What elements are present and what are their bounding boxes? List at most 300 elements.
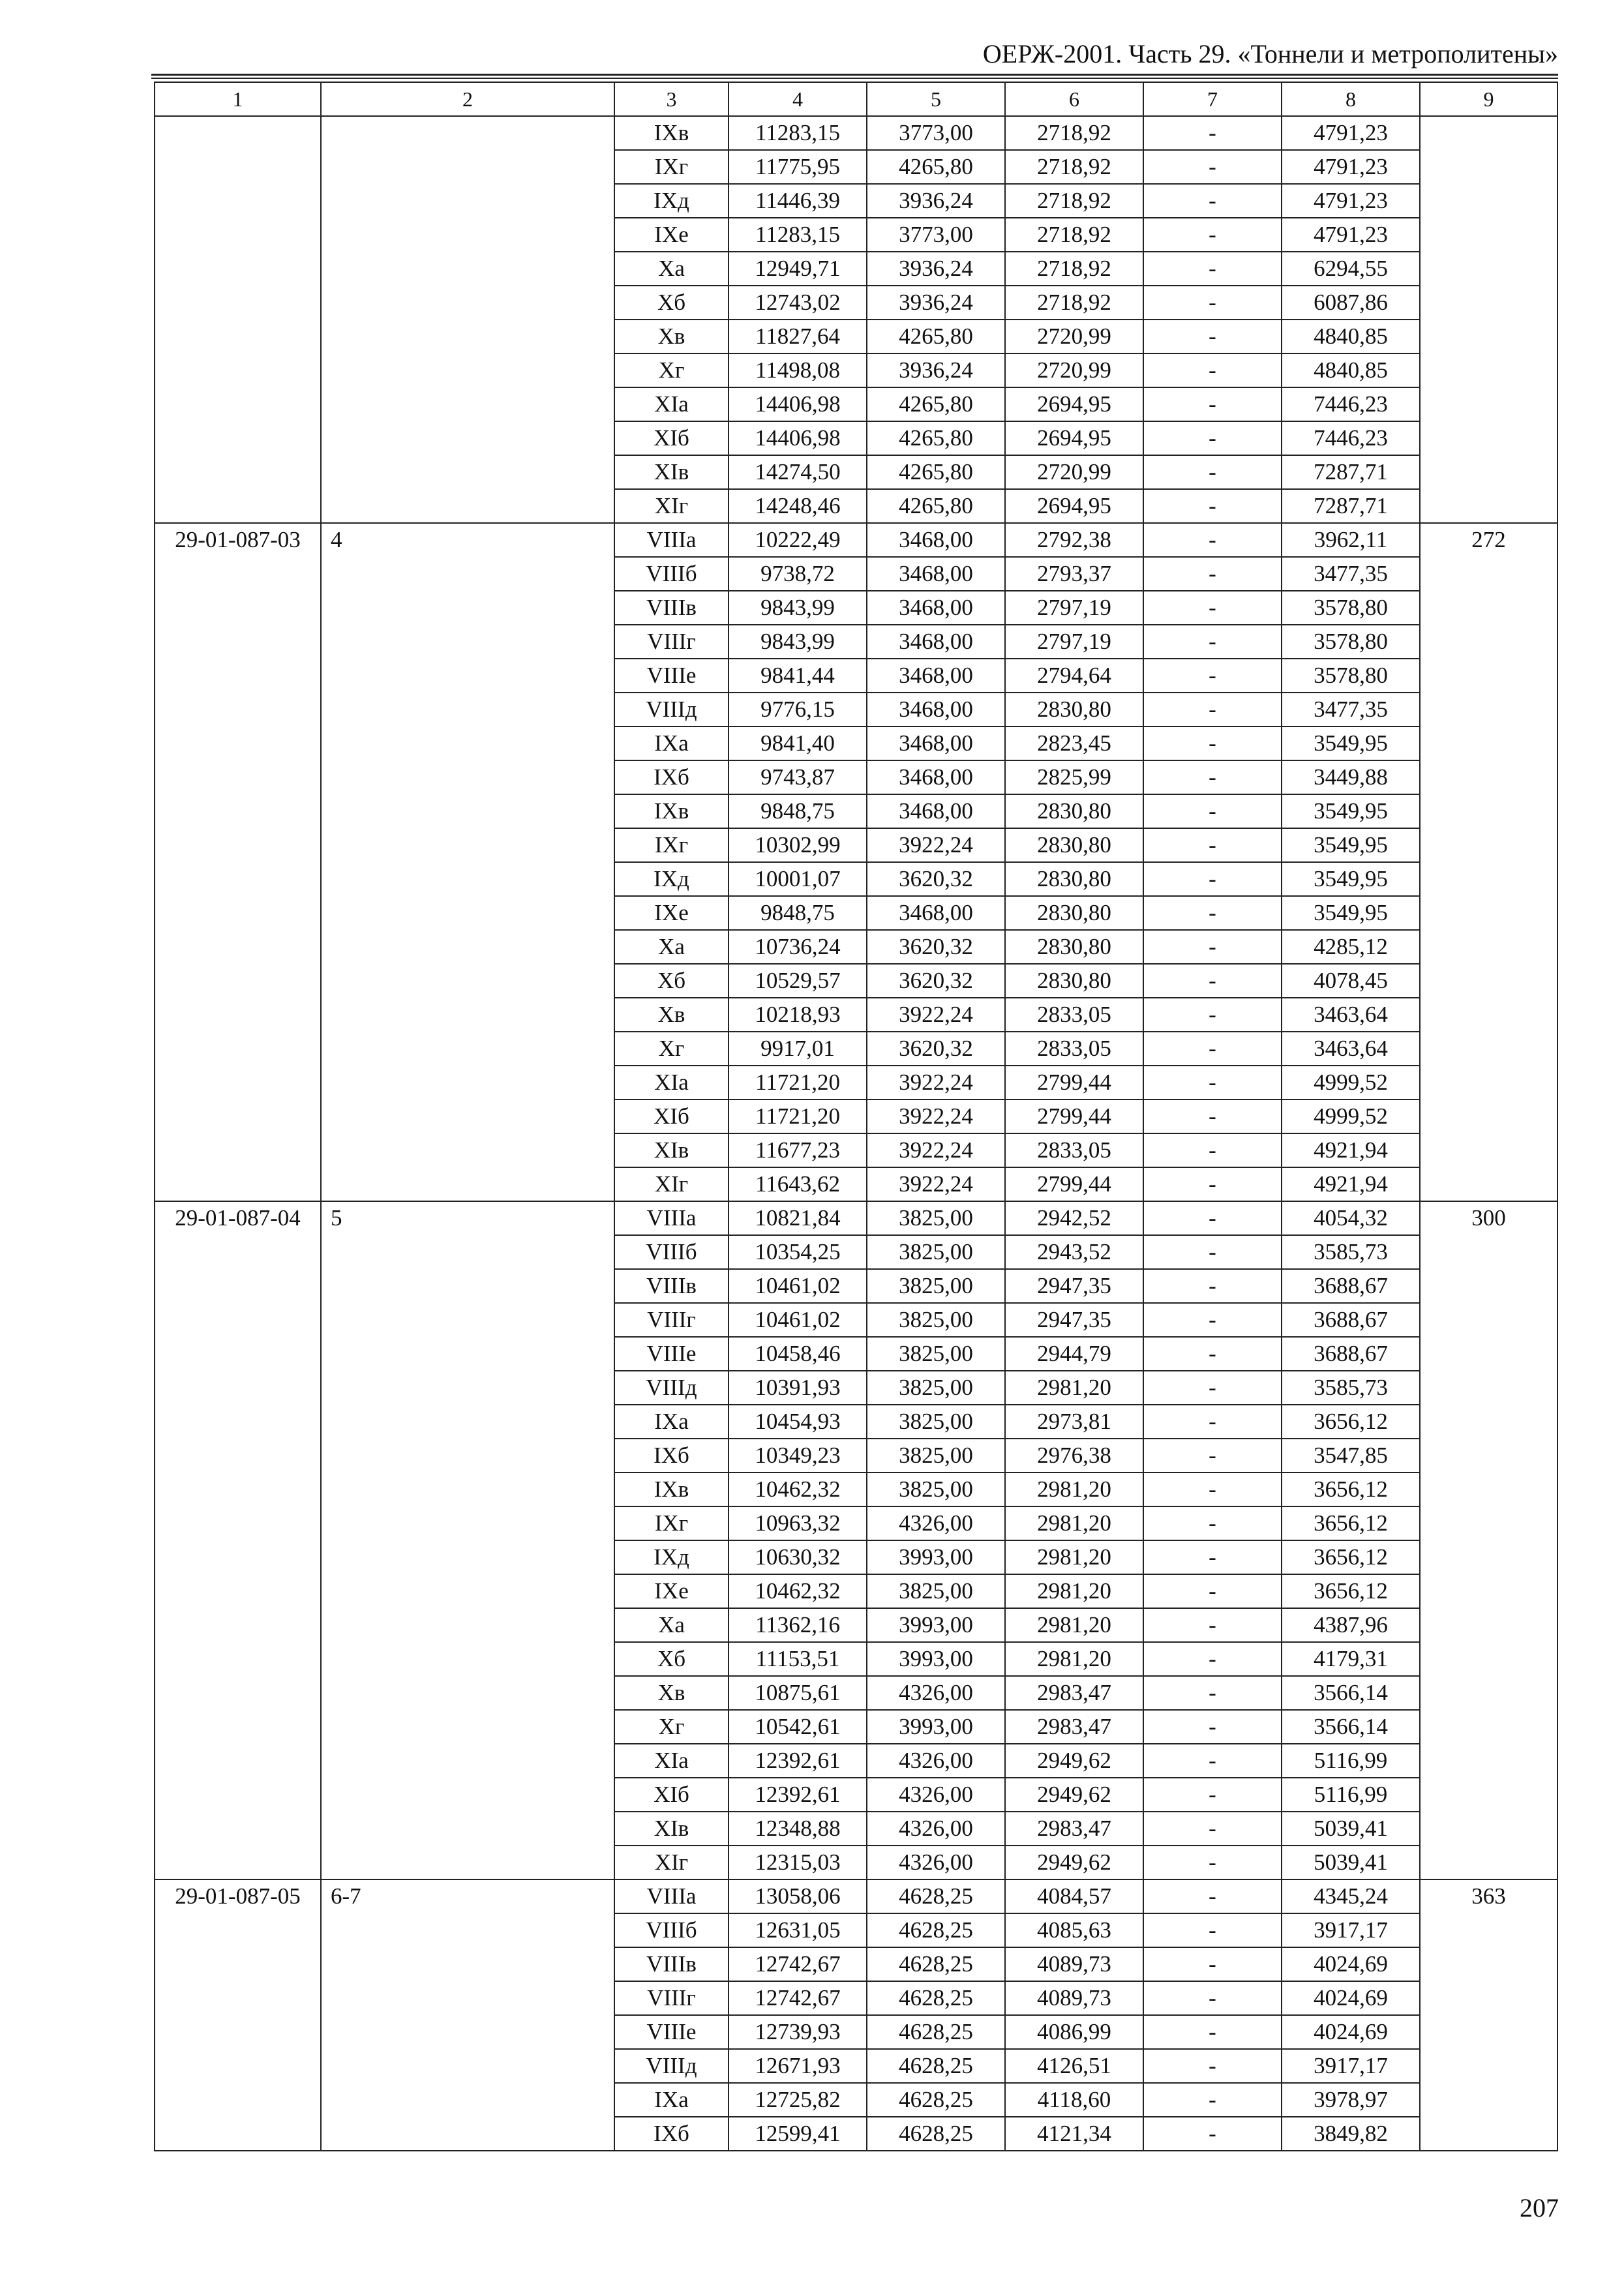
wages-cell: 3936,24 — [867, 252, 1005, 286]
wages-cell: 3936,24 — [867, 286, 1005, 320]
group-cell: Xб — [614, 1642, 729, 1676]
materials-cell: 3578,80 — [1282, 591, 1420, 625]
total-cost-cell: 12742,67 — [729, 1947, 867, 1981]
machines-cell: 2720,99 — [1005, 320, 1143, 353]
wages-cell: 3993,00 — [867, 1642, 1005, 1676]
machines-cell: 4089,73 — [1005, 1981, 1143, 2015]
materials-cell: 4999,52 — [1282, 1066, 1420, 1100]
drivers-wages-cell: - — [1143, 1574, 1282, 1608]
wages-cell: 3825,00 — [867, 1337, 1005, 1371]
drivers-wages-cell: - — [1143, 387, 1282, 421]
category-cell: 5 — [321, 1201, 614, 1879]
wages-cell: 4628,25 — [867, 1981, 1005, 2015]
drivers-wages-cell: - — [1143, 1846, 1282, 1879]
drivers-wages-cell: - — [1143, 1608, 1282, 1642]
total-cost-cell: 9917,01 — [729, 1032, 867, 1066]
total-cost-cell: 13058,06 — [729, 1879, 867, 1913]
group-cell: IXе — [614, 1574, 729, 1608]
group-cell: XIа — [614, 1744, 729, 1778]
materials-cell: 3962,11 — [1282, 523, 1420, 557]
drivers-wages-cell: - — [1143, 1303, 1282, 1337]
column-number: 6 — [1005, 82, 1143, 116]
total-cost-cell: 10821,84 — [729, 1201, 867, 1235]
machines-cell: 2799,44 — [1005, 1100, 1143, 1133]
group-cell: IXе — [614, 896, 729, 930]
materials-cell: 3547,85 — [1282, 1439, 1420, 1473]
total-cost-cell: 14406,98 — [729, 387, 867, 421]
total-cost-cell: 9841,44 — [729, 659, 867, 693]
wages-cell: 4326,00 — [867, 1506, 1005, 1540]
drivers-wages-cell: - — [1143, 150, 1282, 184]
group-cell: IXв — [614, 794, 729, 828]
drivers-wages-cell: - — [1143, 1744, 1282, 1778]
wages-cell: 3922,24 — [867, 998, 1005, 1032]
group-cell: IXб — [614, 2117, 729, 2151]
total-cost-cell: 11643,62 — [729, 1167, 867, 1201]
machines-cell: 2981,20 — [1005, 1574, 1143, 1608]
drivers-wages-cell: - — [1143, 557, 1282, 591]
materials-cell: 4054,32 — [1282, 1201, 1420, 1235]
drivers-wages-cell: - — [1143, 1201, 1282, 1235]
machines-cell: 2983,47 — [1005, 1710, 1143, 1744]
materials-cell: 4285,12 — [1282, 930, 1420, 964]
drivers-wages-cell: - — [1143, 1676, 1282, 1710]
total-cost-cell: 12348,88 — [729, 1812, 867, 1846]
materials-cell: 3549,95 — [1282, 828, 1420, 862]
machines-cell: 4126,51 — [1005, 2049, 1143, 2083]
materials-cell: 4345,24 — [1282, 1879, 1420, 1913]
drivers-wages-cell: - — [1143, 1913, 1282, 1947]
materials-cell: 4921,94 — [1282, 1167, 1420, 1201]
machines-cell: 2830,80 — [1005, 693, 1143, 726]
group-cell: VIIIа — [614, 523, 729, 557]
column-number: 2 — [321, 82, 614, 116]
total-cost-cell: 12392,61 — [729, 1744, 867, 1778]
group-cell: VIIIа — [614, 1201, 729, 1235]
total-cost-cell: 10875,61 — [729, 1676, 867, 1710]
group-cell: IXб — [614, 1439, 729, 1473]
wages-cell: 3468,00 — [867, 726, 1005, 760]
drivers-wages-cell: - — [1143, 2117, 1282, 2151]
drivers-wages-cell: - — [1143, 2049, 1282, 2083]
group-cell: VIIIг — [614, 1981, 729, 2015]
materials-cell: 4024,69 — [1282, 2015, 1420, 2049]
machines-cell: 2797,19 — [1005, 625, 1143, 659]
wages-cell: 3936,24 — [867, 184, 1005, 218]
drivers-wages-cell: - — [1143, 1167, 1282, 1201]
total-cost-cell: 14248,46 — [729, 489, 867, 523]
drivers-wages-cell: - — [1143, 862, 1282, 896]
group-cell: IXг — [614, 828, 729, 862]
wages-cell: 4326,00 — [867, 1744, 1005, 1778]
drivers-wages-cell: - — [1143, 523, 1282, 557]
total-cost-cell: 11153,51 — [729, 1642, 867, 1676]
materials-cell: 3917,17 — [1282, 1913, 1420, 1947]
drivers-wages-cell: - — [1143, 1812, 1282, 1846]
wages-cell: 3825,00 — [867, 1235, 1005, 1269]
total-cost-cell: 10218,93 — [729, 998, 867, 1032]
wages-cell: 3620,32 — [867, 1032, 1005, 1066]
machines-cell: 2981,20 — [1005, 1371, 1143, 1405]
materials-cell: 7287,71 — [1282, 455, 1420, 489]
materials-cell: 6294,55 — [1282, 252, 1420, 286]
machines-cell: 2718,92 — [1005, 150, 1143, 184]
wages-cell: 4326,00 — [867, 1812, 1005, 1846]
wages-cell: 4628,25 — [867, 2083, 1005, 2117]
group-cell: XIв — [614, 1812, 729, 1846]
materials-cell: 4078,45 — [1282, 964, 1420, 998]
total-cost-cell: 12949,71 — [729, 252, 867, 286]
drivers-wages-cell: - — [1143, 1133, 1282, 1167]
materials-cell: 4179,31 — [1282, 1642, 1420, 1676]
machines-cell: 2943,52 — [1005, 1235, 1143, 1269]
materials-cell: 3566,14 — [1282, 1676, 1420, 1710]
drivers-wages-cell: - — [1143, 116, 1282, 150]
group-cell: Xв — [614, 998, 729, 1032]
machines-cell: 2830,80 — [1005, 862, 1143, 896]
materials-cell: 3578,80 — [1282, 625, 1420, 659]
drivers-wages-cell: - — [1143, 286, 1282, 320]
machines-cell: 2794,64 — [1005, 659, 1143, 693]
materials-cell: 7446,23 — [1282, 421, 1420, 455]
total-cost-cell: 12631,05 — [729, 1913, 867, 1947]
drivers-wages-cell: - — [1143, 1473, 1282, 1506]
drivers-wages-cell: - — [1143, 218, 1282, 252]
wages-cell: 3468,00 — [867, 591, 1005, 625]
drivers-wages-cell: - — [1143, 659, 1282, 693]
group-cell: XIв — [614, 1133, 729, 1167]
machines-cell: 2949,62 — [1005, 1778, 1143, 1812]
group-cell: Xв — [614, 1676, 729, 1710]
wages-cell: 3468,00 — [867, 523, 1005, 557]
drivers-wages-cell: - — [1143, 252, 1282, 286]
total-cost-cell: 12725,82 — [729, 2083, 867, 2117]
category-cell: 6-7 — [321, 1879, 614, 2151]
total-cost-cell: 11362,16 — [729, 1608, 867, 1642]
wages-cell: 3825,00 — [867, 1405, 1005, 1439]
wages-cell: 3922,24 — [867, 1066, 1005, 1100]
drivers-wages-cell: - — [1143, 964, 1282, 998]
drivers-wages-cell: - — [1143, 625, 1282, 659]
machines-cell: 2799,44 — [1005, 1066, 1143, 1100]
machines-cell: 2718,92 — [1005, 218, 1143, 252]
labor-cost-cell: 300 — [1420, 1201, 1557, 1879]
column-number: 1 — [155, 82, 321, 116]
materials-cell: 3656,12 — [1282, 1574, 1420, 1608]
group-cell: Xг — [614, 353, 729, 387]
machines-cell: 2825,99 — [1005, 760, 1143, 794]
total-cost-cell: 9841,40 — [729, 726, 867, 760]
total-cost-cell: 14274,50 — [729, 455, 867, 489]
total-cost-cell: 9843,99 — [729, 625, 867, 659]
group-cell: Xв — [614, 320, 729, 353]
group-cell: Xг — [614, 1710, 729, 1744]
group-cell: IXа — [614, 2083, 729, 2117]
drivers-wages-cell: - — [1143, 760, 1282, 794]
wages-cell: 3993,00 — [867, 1540, 1005, 1574]
total-cost-cell: 11446,39 — [729, 184, 867, 218]
wages-cell: 3825,00 — [867, 1269, 1005, 1303]
total-cost-cell: 10461,02 — [729, 1269, 867, 1303]
wages-cell: 3825,00 — [867, 1439, 1005, 1473]
wages-cell: 3620,32 — [867, 862, 1005, 896]
machines-cell: 4121,34 — [1005, 2117, 1143, 2151]
wages-cell: 4265,80 — [867, 455, 1005, 489]
wages-cell: 3993,00 — [867, 1710, 1005, 1744]
wages-cell: 3936,24 — [867, 353, 1005, 387]
drivers-wages-cell: - — [1143, 1337, 1282, 1371]
total-cost-cell: 10462,32 — [729, 1574, 867, 1608]
total-cost-cell: 9848,75 — [729, 794, 867, 828]
wages-cell: 3468,00 — [867, 794, 1005, 828]
machines-cell: 2797,19 — [1005, 591, 1143, 625]
table-row — [155, 116, 1557, 150]
group-cell: VIIIв — [614, 1947, 729, 1981]
machines-cell: 2799,44 — [1005, 1167, 1143, 1201]
group-cell: IXв — [614, 1473, 729, 1506]
drivers-wages-cell: - — [1143, 591, 1282, 625]
group-cell: VIIIе — [614, 2015, 729, 2049]
materials-cell: 3849,82 — [1282, 2117, 1420, 2151]
labor-cost-cell — [1420, 116, 1557, 523]
header-rule — [151, 74, 1558, 76]
column-number: 7 — [1143, 82, 1282, 116]
total-cost-cell: 9776,15 — [729, 693, 867, 726]
materials-cell: 3688,67 — [1282, 1303, 1420, 1337]
materials-cell: 3585,73 — [1282, 1371, 1420, 1405]
drivers-wages-cell: - — [1143, 2083, 1282, 2117]
group-cell: VIIIд — [614, 1371, 729, 1405]
total-cost-cell: 9743,87 — [729, 760, 867, 794]
wages-cell: 3620,32 — [867, 930, 1005, 964]
materials-cell: 4840,85 — [1282, 320, 1420, 353]
wages-cell: 4326,00 — [867, 1676, 1005, 1710]
wages-cell: 3468,00 — [867, 625, 1005, 659]
wages-cell: 3922,24 — [867, 1167, 1005, 1201]
column-number: 9 — [1420, 82, 1557, 116]
total-cost-cell: 11283,15 — [729, 116, 867, 150]
wages-cell: 3825,00 — [867, 1473, 1005, 1506]
materials-cell: 4921,94 — [1282, 1133, 1420, 1167]
materials-cell: 3688,67 — [1282, 1269, 1420, 1303]
total-cost-cell: 11775,95 — [729, 150, 867, 184]
machines-cell: 2981,20 — [1005, 1540, 1143, 1574]
total-cost-cell: 10462,32 — [729, 1473, 867, 1506]
drivers-wages-cell: - — [1143, 421, 1282, 455]
wages-cell: 4628,25 — [867, 1913, 1005, 1947]
total-cost-cell: 11283,15 — [729, 218, 867, 252]
total-cost-cell: 10529,57 — [729, 964, 867, 998]
drivers-wages-cell: - — [1143, 2015, 1282, 2049]
group-cell: VIIIе — [614, 659, 729, 693]
machines-cell: 2694,95 — [1005, 387, 1143, 421]
drivers-wages-cell: - — [1143, 930, 1282, 964]
group-cell: XIг — [614, 1846, 729, 1879]
machines-cell: 2947,35 — [1005, 1303, 1143, 1337]
drivers-wages-cell: - — [1143, 828, 1282, 862]
table-row — [155, 523, 1557, 557]
total-cost-cell: 10354,25 — [729, 1235, 867, 1269]
machines-cell: 2823,45 — [1005, 726, 1143, 760]
machines-cell: 2949,62 — [1005, 1846, 1143, 1879]
materials-cell: 3978,97 — [1282, 2083, 1420, 2117]
group-cell: IXг — [614, 1506, 729, 1540]
norm-code-cell: 29-01-087-04 — [155, 1201, 321, 1879]
materials-cell: 3549,95 — [1282, 726, 1420, 760]
wages-cell: 3922,24 — [867, 1100, 1005, 1133]
materials-cell: 5116,99 — [1282, 1744, 1420, 1778]
materials-cell: 3549,95 — [1282, 896, 1420, 930]
materials-cell: 3477,35 — [1282, 693, 1420, 726]
category-cell — [321, 116, 614, 523]
materials-cell: 5039,41 — [1282, 1846, 1420, 1879]
group-cell: Xг — [614, 1032, 729, 1066]
category-cell: 4 — [321, 523, 614, 1201]
group-cell: VIIIб — [614, 1913, 729, 1947]
wages-cell: 3468,00 — [867, 557, 1005, 591]
total-cost-cell: 10349,23 — [729, 1439, 867, 1473]
total-cost-cell: 10391,93 — [729, 1371, 867, 1405]
materials-cell: 4791,23 — [1282, 116, 1420, 150]
group-cell: VIIIг — [614, 625, 729, 659]
group-cell: VIIIд — [614, 693, 729, 726]
group-cell: VIIIб — [614, 1235, 729, 1269]
materials-cell: 3656,12 — [1282, 1473, 1420, 1506]
column-number: 3 — [614, 82, 729, 116]
drivers-wages-cell: - — [1143, 1947, 1282, 1981]
wages-cell: 3468,00 — [867, 693, 1005, 726]
group-cell: Xб — [614, 964, 729, 998]
drivers-wages-cell: - — [1143, 1405, 1282, 1439]
materials-cell: 7446,23 — [1282, 387, 1420, 421]
group-cell: VIIIд — [614, 2049, 729, 2083]
machines-cell: 2830,80 — [1005, 828, 1143, 862]
drivers-wages-cell: - — [1143, 1066, 1282, 1100]
machines-cell: 2792,38 — [1005, 523, 1143, 557]
drivers-wages-cell: - — [1143, 320, 1282, 353]
labor-cost-cell: 363 — [1420, 1879, 1557, 2151]
wages-cell: 4628,25 — [867, 2049, 1005, 2083]
group-cell: XIб — [614, 421, 729, 455]
machines-cell: 2720,99 — [1005, 353, 1143, 387]
group-cell: IXд — [614, 184, 729, 218]
group-cell: Xа — [614, 252, 729, 286]
table-row — [155, 1201, 1557, 1235]
wages-cell: 3620,32 — [867, 964, 1005, 998]
total-cost-cell: 12392,61 — [729, 1778, 867, 1812]
machines-cell: 2793,37 — [1005, 557, 1143, 591]
header-rule — [151, 78, 1558, 79]
machines-cell: 2718,92 — [1005, 116, 1143, 150]
group-cell: IXд — [614, 1540, 729, 1574]
wages-cell: 3468,00 — [867, 659, 1005, 693]
total-cost-cell: 12599,41 — [729, 2117, 867, 2151]
machines-cell: 2694,95 — [1005, 489, 1143, 523]
materials-cell: 5039,41 — [1282, 1812, 1420, 1846]
materials-cell: 4791,23 — [1282, 150, 1420, 184]
drivers-wages-cell: - — [1143, 184, 1282, 218]
machines-cell: 2718,92 — [1005, 184, 1143, 218]
machines-cell: 2718,92 — [1005, 252, 1143, 286]
total-cost-cell: 12315,03 — [729, 1846, 867, 1879]
group-cell: XIг — [614, 489, 729, 523]
group-cell: VIIIб — [614, 557, 729, 591]
materials-cell: 3585,73 — [1282, 1235, 1420, 1269]
wages-cell: 3773,00 — [867, 218, 1005, 252]
drivers-wages-cell: - — [1143, 794, 1282, 828]
wages-cell: 4326,00 — [867, 1846, 1005, 1879]
drivers-wages-cell: - — [1143, 693, 1282, 726]
group-cell: XIб — [614, 1778, 729, 1812]
drivers-wages-cell: - — [1143, 726, 1282, 760]
group-cell: XIг — [614, 1167, 729, 1201]
drivers-wages-cell: - — [1143, 1540, 1282, 1574]
total-cost-cell: 12742,67 — [729, 1981, 867, 2015]
total-cost-cell: 10222,49 — [729, 523, 867, 557]
materials-cell: 3449,88 — [1282, 760, 1420, 794]
total-cost-cell: 12743,02 — [729, 286, 867, 320]
materials-cell: 3549,95 — [1282, 794, 1420, 828]
column-number: 8 — [1282, 82, 1420, 116]
wages-cell: 4265,80 — [867, 421, 1005, 455]
machines-cell: 2830,80 — [1005, 896, 1143, 930]
drivers-wages-cell: - — [1143, 1506, 1282, 1540]
machines-cell: 4084,57 — [1005, 1879, 1143, 1913]
wages-cell: 4628,25 — [867, 1947, 1005, 1981]
materials-cell: 3656,12 — [1282, 1405, 1420, 1439]
total-cost-cell: 11721,20 — [729, 1100, 867, 1133]
group-cell: Xа — [614, 930, 729, 964]
drivers-wages-cell: - — [1143, 455, 1282, 489]
machines-cell: 4086,99 — [1005, 2015, 1143, 2049]
drivers-wages-cell: - — [1143, 489, 1282, 523]
norm-code-cell: 29-01-087-05 — [155, 1879, 321, 2151]
machines-cell: 2833,05 — [1005, 1133, 1143, 1167]
machines-cell: 2720,99 — [1005, 455, 1143, 489]
drivers-wages-cell: - — [1143, 998, 1282, 1032]
wages-cell: 4326,00 — [867, 1778, 1005, 1812]
machines-cell: 2830,80 — [1005, 794, 1143, 828]
machines-cell: 2949,62 — [1005, 1744, 1143, 1778]
machines-cell: 2983,47 — [1005, 1676, 1143, 1710]
group-cell: VIIIв — [614, 591, 729, 625]
wages-cell: 3825,00 — [867, 1303, 1005, 1337]
materials-cell: 6087,86 — [1282, 286, 1420, 320]
group-cell: Xб — [614, 286, 729, 320]
wages-cell: 4628,25 — [867, 2117, 1005, 2151]
materials-cell: 3656,12 — [1282, 1506, 1420, 1540]
machines-cell: 2942,52 — [1005, 1201, 1143, 1235]
machines-cell: 2830,80 — [1005, 964, 1143, 998]
column-number-row — [155, 82, 1557, 116]
page-header: ОЕРЖ-2001. Часть 29. «Тоннели и метрополитены» — [982, 39, 1558, 68]
drivers-wages-cell: - — [1143, 1439, 1282, 1473]
wages-cell: 3468,00 — [867, 896, 1005, 930]
materials-cell: 4840,85 — [1282, 353, 1420, 387]
materials-cell: 5116,99 — [1282, 1778, 1420, 1812]
wages-cell: 3773,00 — [867, 116, 1005, 150]
group-cell: VIIIа — [614, 1879, 729, 1913]
wages-cell: 3825,00 — [867, 1201, 1005, 1235]
table-row — [155, 1879, 1557, 1913]
labor-cost-cell: 272 — [1420, 523, 1557, 1201]
drivers-wages-cell: - — [1143, 1879, 1282, 1913]
drivers-wages-cell: - — [1143, 1269, 1282, 1303]
machines-cell: 2983,47 — [1005, 1812, 1143, 1846]
total-cost-cell: 10454,93 — [729, 1405, 867, 1439]
drivers-wages-cell: - — [1143, 1100, 1282, 1133]
wages-cell: 3468,00 — [867, 760, 1005, 794]
